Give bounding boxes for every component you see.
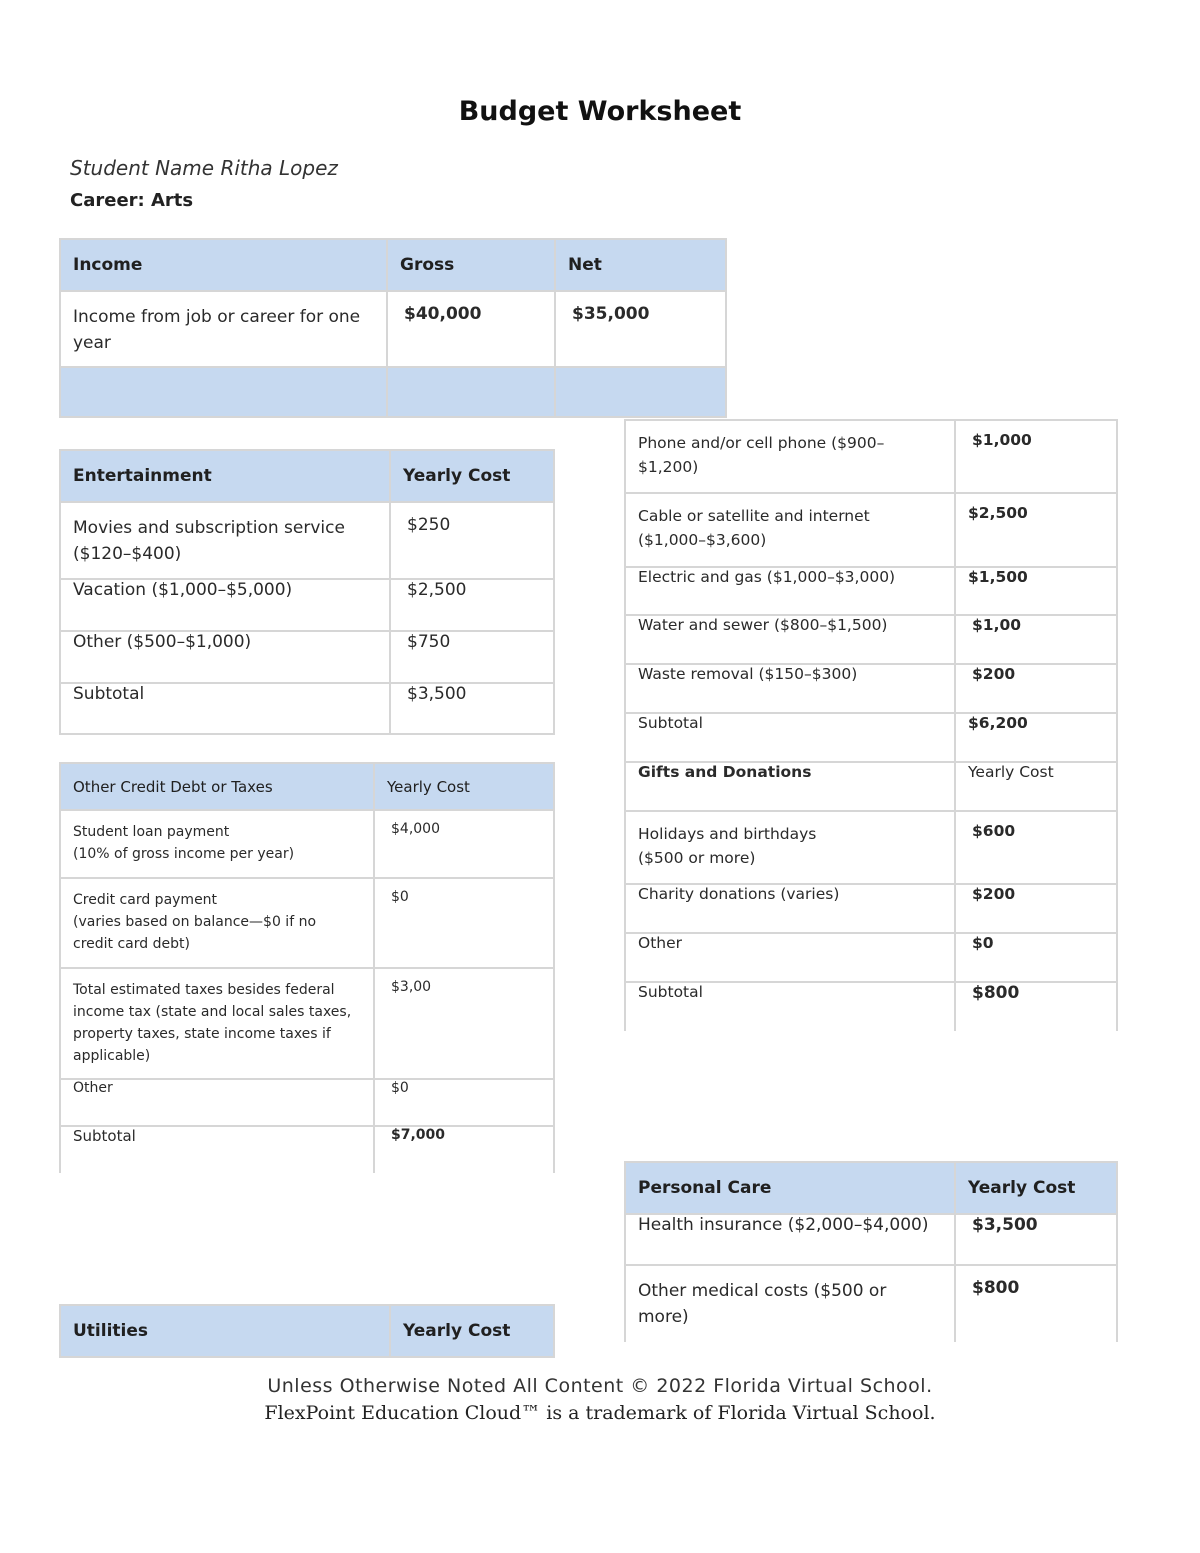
table-row bbox=[625, 567, 1117, 615]
blank-cell bbox=[387, 367, 555, 417]
table-row bbox=[60, 502, 554, 579]
utilities-row-label: Electric and gas ($1,000–$3,000) bbox=[625, 567, 955, 615]
other-credit-row-label-line2: (10% of gross income per year) bbox=[73, 846, 295, 862]
other-credit-row-label: Total estimated taxes besides federal income tax (state and local sales taxes, property taxes, state income taxes if applicable) bbox=[60, 968, 374, 1079]
utilities-header-cost: Yearly Cost bbox=[390, 1305, 554, 1357]
other-credit-row-value: $3,00 bbox=[374, 968, 554, 1079]
gifts-header-cost: Yearly Cost bbox=[955, 762, 1117, 811]
personal-care-row-label: Other medical costs ($500 or more) bbox=[625, 1265, 955, 1342]
page-title: Budget Worksheet bbox=[458, 96, 742, 127]
entertainment-header-cost: Yearly Cost bbox=[390, 450, 554, 502]
table-row bbox=[60, 683, 554, 734]
other-credit-row-label bbox=[60, 878, 374, 968]
personal-care-header-row bbox=[625, 1162, 1117, 1214]
table-row bbox=[60, 579, 554, 631]
gifts-row-value: $600 bbox=[955, 811, 1117, 884]
other-credit-row-value: $4,000 bbox=[374, 810, 554, 878]
entertainment-table bbox=[59, 449, 555, 735]
gifts-row-label: Charity donations (varies) bbox=[625, 884, 955, 933]
utilities-header-row bbox=[60, 1305, 554, 1357]
entertainment-row-label: Other ($500–$1,000) bbox=[60, 631, 390, 683]
utilities-row-value: $1,500 bbox=[955, 567, 1117, 615]
table-row bbox=[625, 664, 1117, 713]
other-credit-row-label-line1: Student loan payment bbox=[73, 824, 230, 840]
other-credit-header-cost: Yearly Cost bbox=[374, 763, 554, 810]
other-credit-header-label: Other Credit Debt or Taxes bbox=[60, 763, 374, 810]
utilities-row-value: $6,200 bbox=[955, 713, 1117, 762]
blank-cell bbox=[60, 367, 387, 417]
utilities-row-value: $1,00 bbox=[955, 615, 1117, 664]
utilities-gifts-table bbox=[624, 419, 1118, 1031]
other-credit-row-value: $7,000 bbox=[374, 1126, 554, 1173]
entertainment-header-row bbox=[60, 450, 554, 502]
table-row bbox=[60, 878, 554, 968]
table-row bbox=[625, 420, 1117, 493]
table-row bbox=[60, 810, 554, 878]
income-header-label: Income bbox=[60, 239, 387, 291]
income-row-label: Income from job or career for one year bbox=[60, 291, 387, 367]
utilities-row-label: Cable or satellite and internet ($1,000–$3,600) bbox=[625, 493, 955, 567]
entertainment-row-value: $3,500 bbox=[390, 683, 554, 734]
table-row bbox=[60, 291, 726, 367]
utilities-row-label: Waste removal ($150–$300) bbox=[625, 664, 955, 713]
entertainment-header-label: Entertainment bbox=[60, 450, 390, 502]
gifts-header-row bbox=[625, 762, 1117, 811]
gifts-row-label: Other bbox=[625, 933, 955, 982]
utilities-header-table bbox=[59, 1304, 555, 1358]
table-row bbox=[625, 493, 1117, 567]
income-row-net: $35,000 bbox=[555, 291, 726, 367]
gifts-header-label: Gifts and Donations bbox=[625, 762, 955, 811]
entertainment-row-value: $250 bbox=[390, 502, 554, 579]
other-credit-row-label-line2: (varies based on balance—$0 if no credit card debt) bbox=[73, 914, 317, 952]
gifts-row-label-line2: ($500 or more) bbox=[638, 849, 756, 867]
utilities-row-value: $200 bbox=[955, 664, 1117, 713]
gifts-row-label-line1: Holidays and birthdays bbox=[638, 825, 817, 843]
entertainment-row-value: $2,500 bbox=[390, 579, 554, 631]
utilities-row-label: Phone and/or cell phone ($900–$1,200) bbox=[625, 420, 955, 493]
other-credit-row-label-line1: Credit card payment bbox=[73, 892, 218, 908]
personal-care-row-label: Health insurance ($2,000–$4,000) bbox=[625, 1214, 955, 1265]
utilities-row-label: Water and sewer ($800–$1,500) bbox=[625, 615, 955, 664]
table-row bbox=[625, 1265, 1117, 1342]
table-row bbox=[625, 884, 1117, 933]
other-credit-row-label: Other bbox=[60, 1079, 374, 1126]
table-row bbox=[625, 615, 1117, 664]
entertainment-row-label: Movies and subscription service ($120–$400) bbox=[60, 502, 390, 579]
other-credit-row-value: $0 bbox=[374, 878, 554, 968]
utilities-row-value: $2,500 bbox=[955, 493, 1117, 567]
table-row bbox=[60, 631, 554, 683]
table-row bbox=[625, 1214, 1117, 1265]
income-row-gross: $40,000 bbox=[387, 291, 555, 367]
gifts-row-value: $0 bbox=[955, 933, 1117, 982]
career: Career: Arts bbox=[70, 190, 194, 211]
table-row bbox=[625, 811, 1117, 884]
gifts-row-label: Subtotal bbox=[625, 982, 955, 1031]
personal-care-row-value: $3,500 bbox=[955, 1214, 1117, 1265]
footer-trademark: FlexPoint Education Cloud™ is a trademark of Florida Virtual School. bbox=[264, 1402, 936, 1424]
gifts-row-label bbox=[625, 811, 955, 884]
gifts-row-value: $200 bbox=[955, 884, 1117, 933]
entertainment-row-label: Subtotal bbox=[60, 683, 390, 734]
table-row bbox=[625, 933, 1117, 982]
table-row bbox=[625, 713, 1117, 762]
other-credit-row-label: Subtotal bbox=[60, 1126, 374, 1173]
utilities-row-value: $1,000 bbox=[955, 420, 1117, 493]
student-name: Student Name Ritha Lopez bbox=[70, 156, 338, 180]
income-header-net: Net bbox=[555, 239, 726, 291]
income-header-row bbox=[60, 239, 726, 291]
personal-care-row-value: $800 bbox=[955, 1265, 1117, 1342]
other-credit-row-value: $0 bbox=[374, 1079, 554, 1126]
income-blank-row bbox=[60, 367, 726, 417]
personal-care-header-cost: Yearly Cost bbox=[955, 1162, 1117, 1214]
table-row bbox=[625, 982, 1117, 1031]
other-credit-table bbox=[59, 762, 555, 1173]
income-header-gross: Gross bbox=[387, 239, 555, 291]
other-credit-header-row bbox=[60, 763, 554, 810]
footer-copyright: Unless Otherwise Noted All Content © 2022 Florida Virtual School. bbox=[267, 1375, 933, 1397]
table-row bbox=[60, 1126, 554, 1173]
income-table bbox=[59, 238, 727, 418]
table-row bbox=[60, 1079, 554, 1126]
personal-care-header-label: Personal Care bbox=[625, 1162, 955, 1214]
blank-cell bbox=[555, 367, 726, 417]
gifts-row-value: $800 bbox=[955, 982, 1117, 1031]
utilities-header-label: Utilities bbox=[60, 1305, 390, 1357]
personal-care-table bbox=[624, 1161, 1118, 1342]
entertainment-row-value: $750 bbox=[390, 631, 554, 683]
other-credit-row-label bbox=[60, 810, 374, 878]
entertainment-row-label: Vacation ($1,000–$5,000) bbox=[60, 579, 390, 631]
utilities-row-label: Subtotal bbox=[625, 713, 955, 762]
table-row bbox=[60, 968, 554, 1079]
